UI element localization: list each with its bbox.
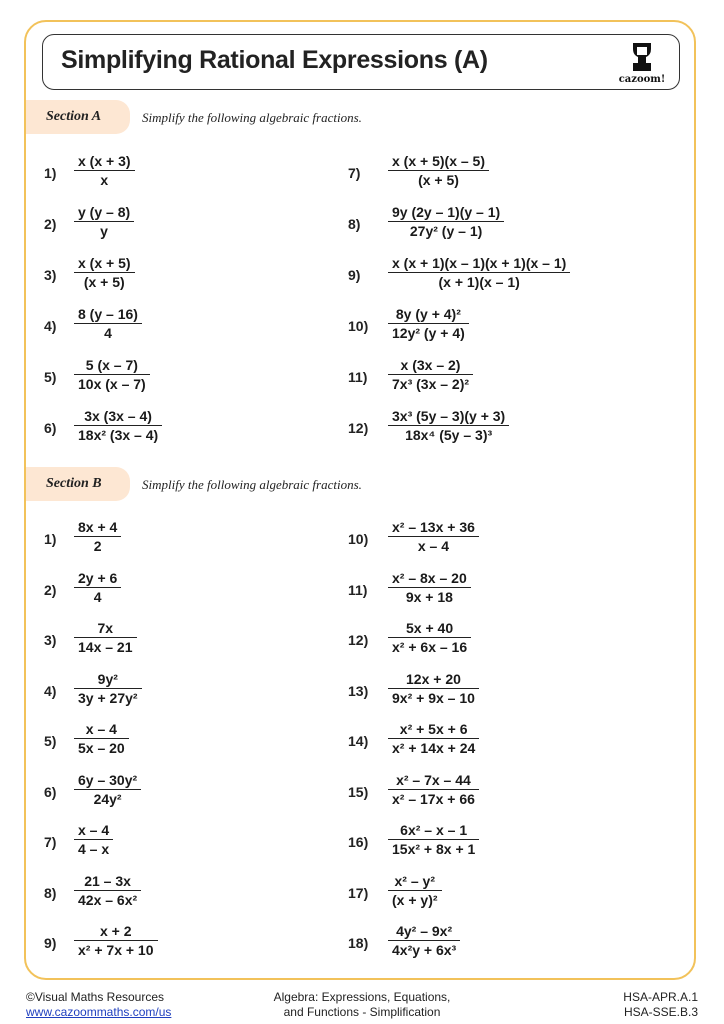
title-box <box>42 34 680 90</box>
denominator: 5x – 20 <box>74 738 129 757</box>
numerator: x + 2 <box>99 923 132 939</box>
fraction <box>74 254 135 291</box>
question-number: 17) <box>348 884 369 901</box>
denominator: (x + 5) <box>388 170 489 189</box>
denominator: 14x – 21 <box>74 637 137 656</box>
denominator: 7x³ (3x – 2)² <box>388 374 473 393</box>
question-number: 1) <box>44 165 57 181</box>
fraction <box>388 152 489 189</box>
standard-code-1: HSA-APR.A.1 <box>623 990 698 1004</box>
numerator: 6y – 30y² <box>78 771 138 788</box>
denominator: 4x²y + 6x³ <box>388 940 460 959</box>
fraction <box>388 670 479 707</box>
numerator: x (x + 5) <box>78 255 131 271</box>
question-number: 9) <box>348 267 361 283</box>
topic-line-1: Algebra: Expressions, Equations, <box>273 990 451 1004</box>
numerator: x² – 7x – 44 <box>396 771 471 788</box>
numerator: x (x + 3) <box>78 153 131 169</box>
fraction <box>74 356 150 393</box>
fraction <box>388 771 479 808</box>
section-a-tab <box>26 100 130 134</box>
question-number: 16) <box>348 834 369 850</box>
fraction <box>388 305 469 342</box>
section-b-instruction: Simplify the following algebraic fractions. <box>142 477 362 492</box>
question-number: 4) <box>44 682 57 699</box>
question-number: 11) <box>348 581 368 598</box>
numerator: 8 (y – 16) <box>78 306 138 322</box>
fraction <box>388 619 471 656</box>
section-b-tab <box>26 467 130 501</box>
fraction <box>388 720 479 757</box>
question-number: 15) <box>348 783 369 800</box>
denominator: 42x – 6x² <box>74 890 141 909</box>
standard-code-2: HSA-SSE.B.3 <box>623 1005 698 1019</box>
denominator: 27y² (y – 1) <box>388 221 504 240</box>
denominator: 15x² + 8x + 1 <box>388 839 479 858</box>
numerator: x² – 8x – 20 <box>392 569 467 586</box>
fraction <box>74 305 142 342</box>
question-number: 6) <box>44 783 57 800</box>
fraction <box>74 203 134 240</box>
question-number: 3) <box>44 632 57 648</box>
numerator: 3x (3x – 4) <box>84 408 152 424</box>
question-number: 10) <box>348 318 369 334</box>
question-number: 6) <box>44 420 57 436</box>
numerator: 5x + 40 <box>406 620 454 636</box>
fraction <box>74 569 121 606</box>
footer-center <box>262 990 462 1020</box>
question-number: 12) <box>348 420 369 436</box>
fraction <box>388 821 479 858</box>
fraction <box>388 254 570 291</box>
fraction <box>74 407 162 444</box>
numerator: x (x + 5)(x – 5) <box>392 153 485 169</box>
numerator: x² + 5x + 6 <box>399 721 468 737</box>
question-number: 8) <box>44 884 57 901</box>
question-number: 9) <box>44 935 57 951</box>
section-b-label: Section B <box>46 476 102 491</box>
denominator: (x + y)² <box>388 890 442 909</box>
footer-right <box>623 990 698 1020</box>
question-number: 18) <box>348 935 369 951</box>
denominator: 24y² <box>74 789 141 808</box>
numerator: 12x + 20 <box>406 670 461 687</box>
question-number: 1) <box>44 531 57 547</box>
question-number: 14) <box>348 733 369 749</box>
numerator: 8y (y + 4)² <box>395 306 461 322</box>
question-number: 7) <box>348 165 361 181</box>
question-number: 5) <box>44 733 57 749</box>
denominator: x – 4 <box>388 536 479 555</box>
fraction <box>74 771 141 808</box>
fraction <box>388 518 479 555</box>
numerator: 9y² <box>97 670 118 687</box>
question-number: 10) <box>348 531 369 547</box>
copyright-text: ©Visual Maths Resources <box>26 990 165 1004</box>
denominator: 18x⁴ (5y – 3)³ <box>388 425 509 444</box>
fraction <box>74 152 135 189</box>
denominator: 9x + 18 <box>388 587 471 606</box>
denominator: 4 – x <box>74 839 113 858</box>
numerator: 7x <box>97 620 114 636</box>
question-number: 4) <box>44 318 57 334</box>
numerator: x² – 13x + 36 <box>392 519 475 535</box>
fraction <box>74 821 113 858</box>
denominator: x² + 7x + 10 <box>74 940 158 959</box>
denominator: 4 <box>74 587 121 606</box>
numerator: x – 4 <box>78 822 110 838</box>
question-number: 5) <box>44 369 57 385</box>
question-number: 11) <box>348 369 368 385</box>
denominator: 18x² (3x – 4) <box>74 425 162 444</box>
denominator: 12y² (y + 4) <box>388 323 469 342</box>
denominator: 9x² + 9x – 10 <box>388 688 479 707</box>
denominator: 4 <box>74 323 142 342</box>
question-number: 8) <box>348 216 361 232</box>
denominator: 3y + 27y² <box>74 688 142 707</box>
denominator: x <box>74 170 135 189</box>
fraction <box>388 569 471 606</box>
numerator: 4y² – 9x² <box>396 923 453 939</box>
numerator: 3x³ (5y – 3)(y + 3) <box>392 408 506 424</box>
question-number: 3) <box>44 267 57 283</box>
numerator: x – 4 <box>85 721 117 737</box>
numerator: y (y – 8) <box>78 204 131 220</box>
fraction <box>74 720 129 757</box>
footer-left <box>26 990 171 1020</box>
question-number: 12) <box>348 632 369 648</box>
question-number: 2) <box>44 581 57 598</box>
trophy-icon <box>615 41 669 73</box>
fraction <box>74 619 137 656</box>
topic-line-2: and Functions - Simplification <box>283 1005 441 1019</box>
denominator: x² + 6x – 16 <box>388 637 471 656</box>
fraction <box>388 407 509 444</box>
website-link[interactable]: www.cazoommaths.com/us <box>26 1005 172 1019</box>
question-number: 7) <box>44 834 57 850</box>
numerator: x (x + 1)(x – 1)(x + 1)(x – 1) <box>392 255 567 271</box>
fraction <box>74 872 141 909</box>
denominator: y <box>74 221 134 240</box>
fraction <box>388 922 460 959</box>
fraction <box>388 356 473 393</box>
fraction <box>74 518 121 555</box>
numerator: 6x² – x – 1 <box>400 822 468 838</box>
question-number: 2) <box>44 216 57 232</box>
section-a-label: Section A <box>46 109 102 124</box>
denominator: x² + 14x + 24 <box>388 738 479 757</box>
fraction <box>388 203 504 240</box>
denominator: 2 <box>74 536 121 555</box>
numerator: x (3x – 2) <box>400 357 461 373</box>
fraction <box>74 670 142 707</box>
page-title: Simplifying Rational Expressions (A) <box>61 46 488 74</box>
numerator: 5 (x – 7) <box>85 357 138 373</box>
numerator: x² – y² <box>394 872 435 889</box>
question-number: 13) <box>348 682 369 699</box>
fraction <box>74 922 158 959</box>
denominator: (x + 1)(x – 1) <box>388 272 570 291</box>
fraction <box>388 872 442 909</box>
denominator: 10x (x – 7) <box>74 374 150 393</box>
numerator: 8x + 4 <box>78 519 118 535</box>
numerator: 9y (2y – 1)(y – 1) <box>392 204 501 220</box>
cazoom-logo <box>615 41 669 85</box>
logo-word: cazoom! <box>618 74 666 85</box>
numerator: 2y + 6 <box>78 569 118 586</box>
denominator: x² – 17x + 66 <box>388 789 479 808</box>
numerator: 21 – 3x <box>84 872 131 889</box>
denominator: (x + 5) <box>74 272 135 291</box>
section-a-instruction: Simplify the following algebraic fractions. <box>142 110 362 125</box>
